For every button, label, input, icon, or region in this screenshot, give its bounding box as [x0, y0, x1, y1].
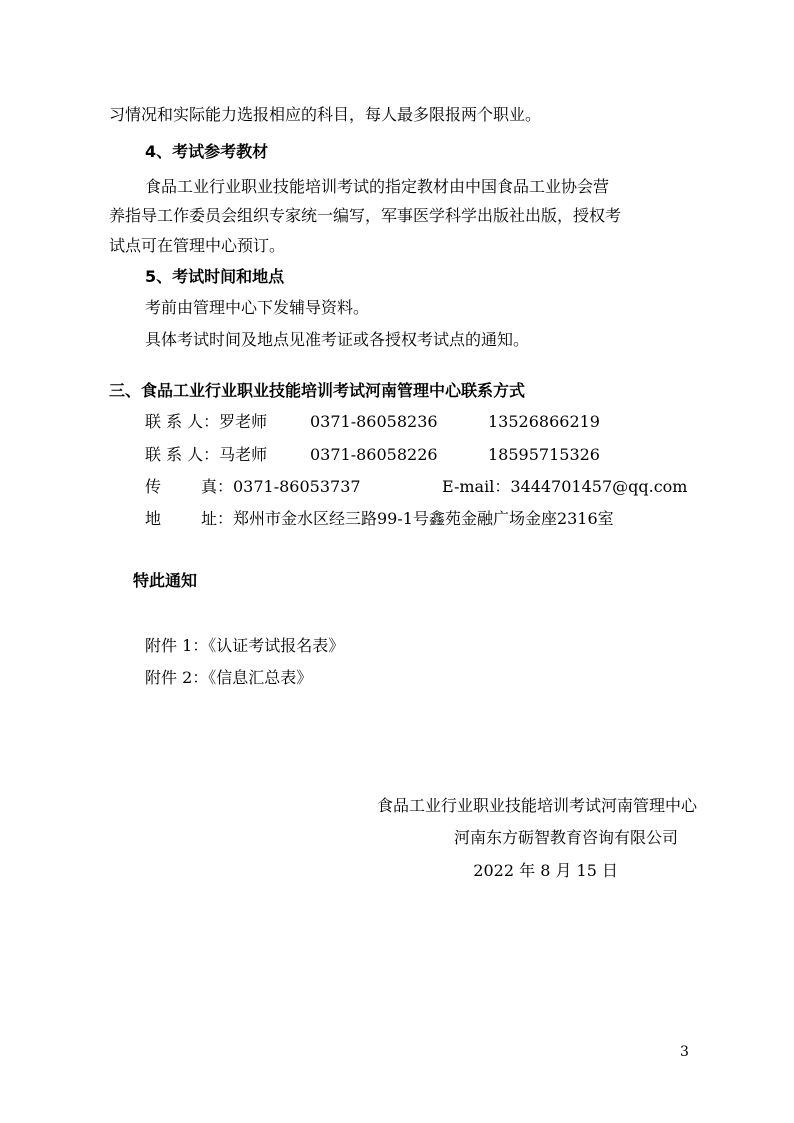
section-4-line-3: 试点可在管理中心预订。	[109, 236, 286, 255]
paragraph-continuation: 习情况和实际能力选报相应的科目，每人最多限报两个职业。	[109, 105, 542, 124]
contact-label: 联 系 人：马老师	[145, 445, 268, 464]
contact-phone: 0371-86058236	[310, 412, 438, 431]
attachment-item: 附件 1：《认证考试报名表》	[145, 636, 345, 655]
notice-text: 特此通知	[133, 571, 198, 590]
section-4-line-2: 养指导工作委员会组织专家统一编写，军事医学科学出版社出版，授权考	[109, 206, 622, 225]
section-5-line-2: 具体考试时间及地点见准考证或各授权考试点的通知。	[145, 330, 530, 349]
contact-mobile: 13526866219	[488, 412, 600, 431]
contact-phone: 0371-86058226	[310, 445, 438, 464]
section-4-heading: 4、考试参考教材	[145, 142, 269, 161]
page-number: 3	[680, 1044, 689, 1060]
fax-label-suffix: 真：	[201, 477, 234, 496]
attachment-item: 附件 2：《信息汇总表》	[145, 668, 313, 687]
email-address: E-mail：3444701457@qq.com	[442, 477, 688, 496]
contact-mobile: 18595715326	[488, 445, 600, 464]
section-3-heading: 三、食品工业行业职业技能培训考试河南管理中心联系方式	[109, 381, 526, 400]
fax-label: 传	[145, 477, 162, 496]
signature-org-2: 河南东方砺智教育咨询有限公司	[453, 828, 678, 847]
contact-label: 联 系 人：罗老师	[145, 412, 268, 431]
signature-org-1: 食品工业行业职业技能培训考试河南管理中心	[376, 796, 697, 815]
address-label: 地	[145, 509, 162, 528]
section-5-line-1: 考前由管理中心下发辅导资料。	[145, 298, 370, 317]
signature-date: 2022 年 8 月 15 日	[473, 861, 618, 880]
address-text: 郑州市金水区经三路99-1号鑫苑金融广场金座2316室	[233, 509, 614, 528]
section-5-heading: 5、考试时间和地点	[145, 267, 285, 286]
section-4-line-1: 食品工业行业职业技能培训考试的指定教材由中国食品工业协会营	[145, 177, 610, 196]
fax-number: 0371-86053737	[233, 477, 361, 496]
address-label-suffix: 址：	[201, 509, 234, 528]
